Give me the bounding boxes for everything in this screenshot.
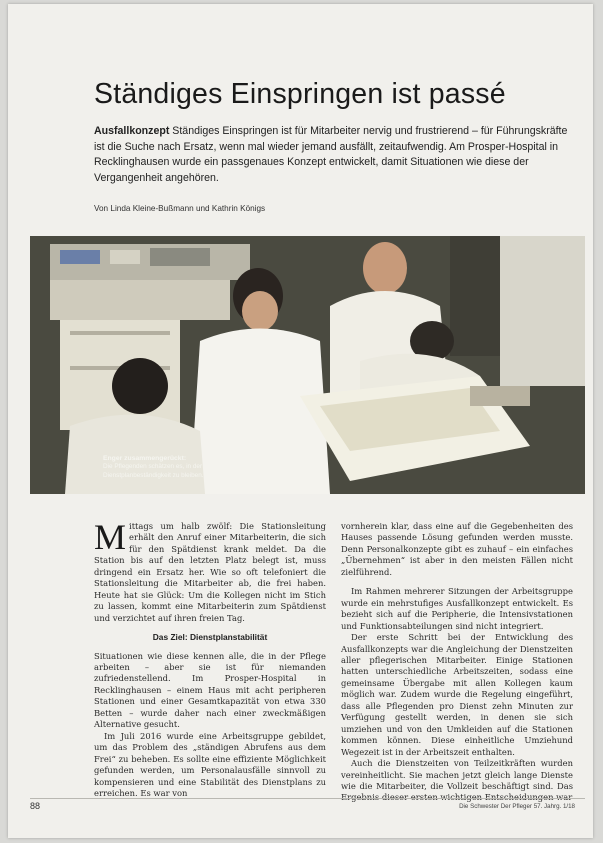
caption-text: Die Pflegenden schätzen es, in der Dienstplanbeständigkeit zu bleiben. [103, 463, 204, 479]
paragraph-text: ittags um halb zwölf: Die Stationsleitung erhält den Anruf einer Mitarbeiterin, die sich für den Spätdienst krank meldet. Da die Station bis auf den letzten Platz belegt ist, muss dringend ein Ersatz her. Wie so oft telefoniert die Stationsleitung die Mitarbeiter ab, die frei haben. Heute hat sie Glück: Um die Kollegen nicht im Stich zu lassen, kommt eine Mitarbeiterin zum Spätdienst und verzichtet auf ihren freien Tag. [94, 521, 326, 623]
paragraph: Im Juli 2016 wurde eine Arbeitsgruppe gebildet, um das Problem des „ständigen Abrufens aus dem Frei“ zu beheben. Es sollte eine effiziente Möglichkeit gefunden werden, um Personalausfälle sinnvoll zu kompensieren und eine Stabilität des Dienstplans zu erreichen. Es war von [94, 730, 326, 798]
photo-caption [103, 455, 253, 480]
lead-text: Ständiges Einspringen ist für Mitarbeiter nervig und frustrierend – für Führungskräfte ist die Suche nach Ersatz, wenn mal wieder jemand ausfällt, zeitaufwendig. Am Prosper-Hospital in Recklinghausen wurde ein passgenaues Konzept entwickelt, damit Situationen wie diese der Vergangenheit angehören. [94, 125, 568, 184]
paragraph: Situationen wie diese kennen alle, die in der Pflege arbeiten – aber sie ist für niemanden zufriedenstellend. Im Prosper-Hospital in Recklinghausen – einem Haus mit acht peripheren Stationen und einer Gesamtkapazität von etwa 330 Betten – wurde daher nach einer zweckmäßigen Alternative gesucht. [94, 650, 326, 730]
section-heading: Das Ziel: Dienstplanstabilität [152, 632, 268, 643]
article-lead [94, 124, 572, 186]
paragraph [94, 517, 326, 624]
page-number: 88 [30, 801, 41, 811]
lead-kicker: Ausfallkonzept [94, 125, 170, 137]
paragraph: vornherein klar, dass eine auf die Gegebenheiten des Hauses passende Lösung gefunden werden musste. Denn Personalkonzepte gibt es zuhauf – ein einfaches „Übernehmen“ ist aber in den meisten Fällen nicht zielführend. [341, 521, 573, 577]
caption-title: Enger zusammengerückt: [103, 455, 187, 462]
body-column-left [94, 517, 326, 799]
drop-cap: M [94, 517, 127, 557]
paragraph: Der erste Schritt bei der Entwicklung des Ausfallkonzepts war die Angleichung der Dienstzeiten aller pflegerischen Mitarbeiter. Einige Stationen hatten unterschiedliche Arbeitszeiten, sodass eine gemeinsame Übergabe mit allen Kollegen kaum möglich war. Zudem wurde die Regelung eingeführt, dass alle Pflegenden pro Dienst zehn Minuten zur Verfügung gestellt werden, in denen sie sich umziehen und von den Umkleiden auf die Stationen kommen können. Diese einheitliche Umziehund Wegezeit ist in der Arbeitszeit enthalten. [341, 632, 573, 757]
journal-reference: Die Schwester Der Pfleger 57. Jahrg. 1/18 [459, 803, 575, 810]
footer-rule [30, 798, 585, 799]
body-column-right [341, 521, 573, 804]
paragraph: Auch die Dienstzeiten von Teilzeitkräften wurden vereinheitlicht. Sie machen jetzt gleich lange Dienste wie die Mitarbeiter, die Vollzeit beschäftigt sind. Das Ergebnis dieser ersten wichtigen Entscheidungen war [341, 758, 573, 803]
article-title: Ständiges Einspringen ist passé [94, 78, 506, 110]
paragraph: Im Rahmen mehrerer Sitzungen der Arbeitsgruppe wurde ein mehrstufiges Ausfallkonzept entwickelt. Es bezieht sich auf die Peripherie, die Intensivstationen und Funktionsabteilungen sind nicht integriert. [341, 586, 573, 631]
byline: Von Linda Kleine-Bußmann und Kathrin Königs [94, 204, 266, 213]
